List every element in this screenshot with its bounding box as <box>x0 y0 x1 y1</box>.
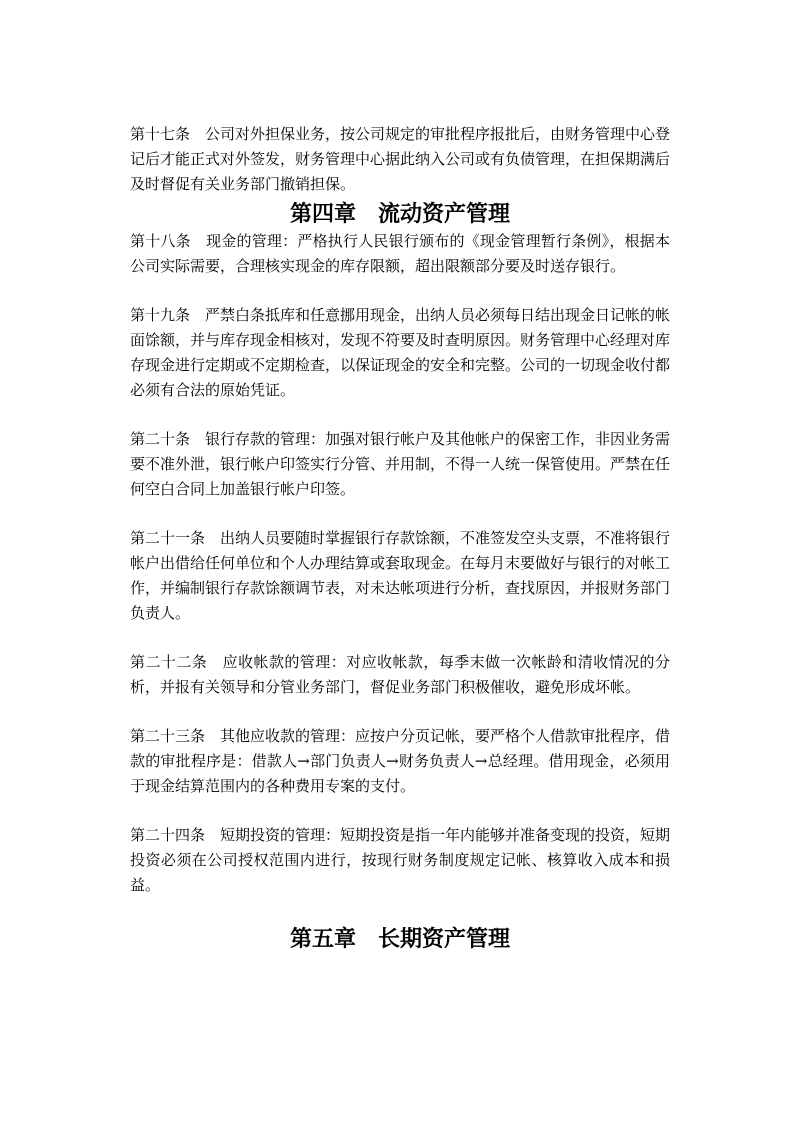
article-18: 第十八条 现金的管理：严格执行人民银行颁布的《现金管理暂行条例》，根据本公司实际需要，合理核实现金的库存限额，超出限额部分要及时送存银行。 <box>130 232 670 275</box>
chapter-5-heading: 第五章 长期资产管理 <box>289 926 510 952</box>
article-23: 第二十三条 其他应收款的管理：应按户分页记帐，要严格个人借款审批程序，借款的审批程序是：借款人→部门负责人→财务负责人→总经理。借用现金，必须用于现金结算范围内的各种费用专案的支付。 <box>130 727 671 795</box>
chapter-4-heading: 第四章 流动资产管理 <box>289 201 510 227</box>
article-24: 第二十四条 短期投资的管理：短期投资是指一年内能够并准备变现的投资，短期投资必须在公司授权范围内进行，按现行财务制度规定记帐、核算收入成本和损益。 <box>130 826 671 894</box>
document-page <box>130 122 670 954</box>
article-22: 第二十二条 应收帐款的管理：对应收帐款，每季末做一次帐龄和清收情况的分析，并报有关领导和分管业务部门，督促业务部门积极催收，避免形成坏帐。 <box>130 653 670 696</box>
article-20: 第二十条 银行存款的管理：加强对银行帐户及其他帐户的保密工作，非因业务需要不准外泄，银行帐户印签实行分管、并用制，不得一人统一保管使用。严禁在任何空白合同上加盖银行帐户印签。 <box>130 430 671 498</box>
article-21: 第二十一条 出纳人员要随时掌握银行存款馀额，不准签发空头支票，不准将银行帐户出借给任何单位和个人办理结算或套取现金。在每月末要做好与银行的对帐工作，并编制银行存款馀额调节表，对未达帐项进行分析，查找原因，并报财务部门负责人。 <box>130 529 671 622</box>
article-19: 第十九条 严禁白条抵库和任意挪用现金，出纳人员必须每日结出现金日记帐的帐面馀额，并与库存现金相核对，发现不符要及时查明原因。财务管理中心经理对库存现金进行定期或不定期检查，以保证现金的安全和完整。公司的一切现金收付都必须有合法的原始凭证。 <box>130 306 671 399</box>
article-17: 第十七条 公司对外担保业务，按公司规定的审批程序报批后，由财务管理中心登记后才能正式对外签发，财务管理中心据此纳入公司或有负债管理，在担保期满后及时督促有关业务部门撤销担保。 <box>130 125 671 193</box>
